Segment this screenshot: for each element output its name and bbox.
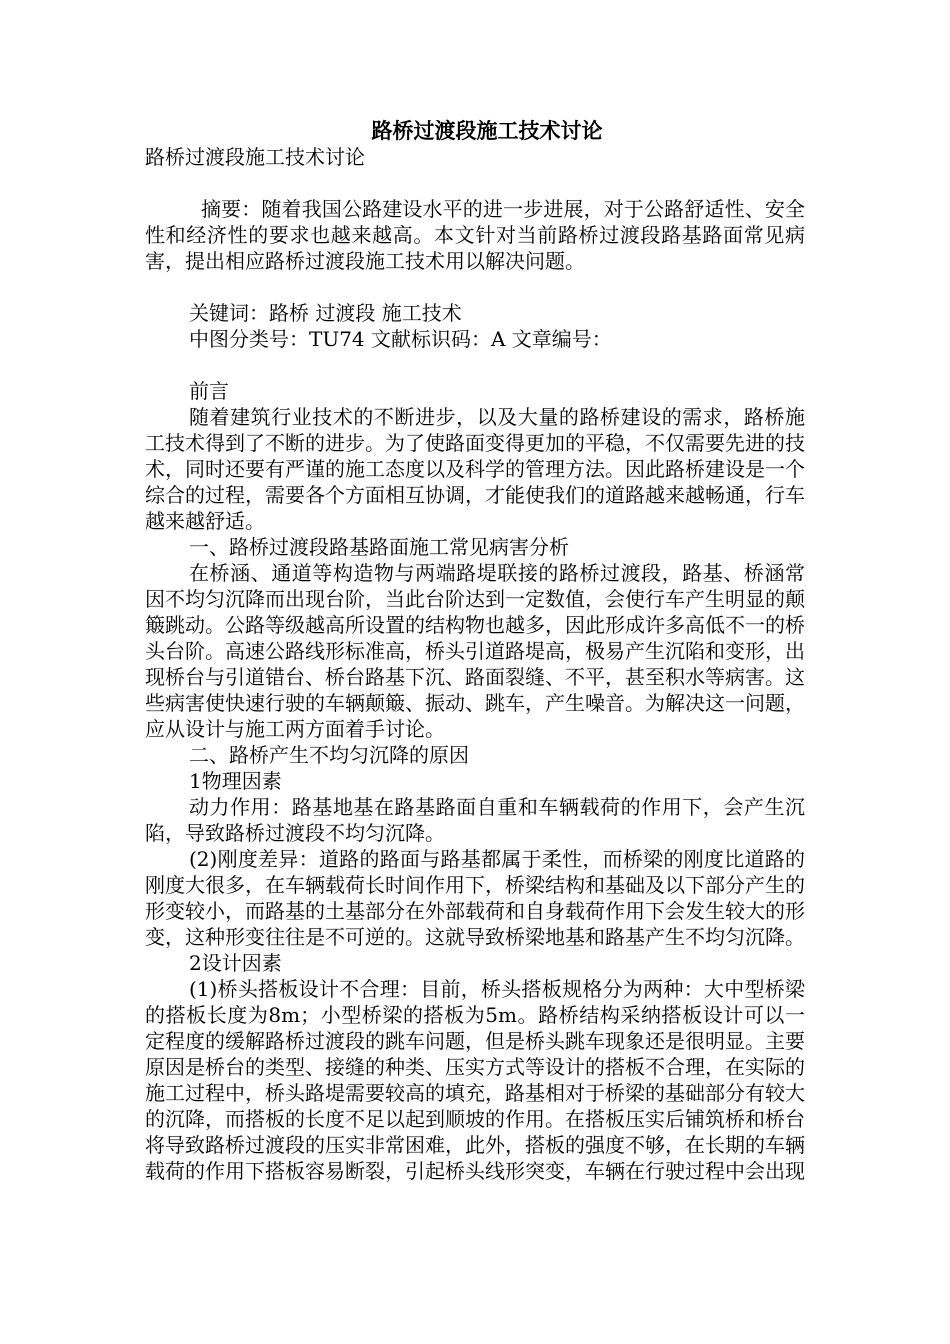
keywords-line: 关键词：路桥 过渡段 施工技术 bbox=[189, 301, 462, 325]
classification-line: 中图分类号：TU74 文献标识码：A 文章编号： bbox=[189, 327, 612, 351]
blank-line bbox=[145, 352, 805, 378]
section2-heading: 二、路桥产生不均匀沉降的原因 bbox=[189, 743, 469, 767]
abstract-paragraph: 摘要：随着我国公路建设水平的进一步进展，对于公路舒适性、安全性和经济性的要求也越来越高。本文针对当前路桥过渡段路基路面常见病害，提出相应路桥过渡段施工技术用以解决问题。 bbox=[145, 197, 805, 273]
preface-heading: 前言 bbox=[189, 379, 229, 403]
document-page bbox=[145, 118, 805, 1184]
section1-heading: 一、路桥过渡段路基路面施工常见病害分析 bbox=[189, 535, 569, 559]
subsection2-paragraph-1: (1)桥头搭板设计不合理：目前，桥头搭板规格分为两种：大中型桥梁的搭板长度为8m；小型桥梁的搭板为5m。路桥结构采纳搭板设计可以一定程度的缓解路桥过渡段的跳车问题，但是桥头跳车现象还是很明显。主要原因是桥台的类型、接缝的种类、压实方式等设计的搭板不合理，在实际的施工过程中，桥头路堤需要较高的填充，路基相对于桥梁的基础部分有较大的沉降，而搭板的长度不足以起到顺坡的作用。在搭板压实后铺筑桥和桥台将导致路桥过渡段的压实非常困难，此外，搭板的强度不够，在长期的车辆载荷的作用下搭板容易断裂，引起桥头线形突变，车辆在行驶过程中会出现 bbox=[145, 977, 805, 1183]
document-title: 路桥过渡段施工技术讨论 bbox=[371, 118, 603, 143]
subsection1-heading: 1物理因素 bbox=[189, 769, 282, 793]
preface-paragraph: 随着建筑行业技术的不断进步，以及大量的路桥建设的需求，路桥施工技术得到了不断的进步。为了使路面变得更加的平稳，不仅需要先进的技术，同时还要有严谨的施工态度以及科学的管理方法。因此路桥建设是一个综合的过程，需要各个方面相互协调，才能使我们的道路越来越畅通，行车越来越舒适。 bbox=[145, 405, 805, 533]
subsection1-paragraph-1: 动力作用：路基地基在路基路面自重和车辆载荷的作用下，会产生沉陷，导致路桥过渡段不均匀沉降。 bbox=[145, 795, 805, 845]
blank-line bbox=[145, 170, 805, 196]
subsection1-paragraph-2: (2)刚度差异：道路的路面与路基都属于柔性，而桥梁的刚度比道路的刚度大很多，在车辆载荷长时间作用下，桥梁结构和基础及以下部分产生的形变较小，而路基的土基部分在外部载荷和自身载荷作用下会发生较大的形变，这种形变往往是不可逆的。这就导致桥梁地基和路基产生不均匀沉降。 bbox=[145, 847, 805, 949]
document-subtitle: 路桥过渡段施工技术讨论 bbox=[145, 145, 365, 169]
blank-line bbox=[145, 274, 805, 300]
section1-paragraph: 在桥涵、通道等构造物与两端路堤联接的路桥过渡段，路基、桥涵常因不均匀沉降而出现台阶，当此台阶达到一定数值，会使行车产生明显的颠簸跳动。公路等级越高所设置的结构物也越多，因此形成许多高低不一的桥头台阶。高速公路线形标准高，桥头引道路堤高，极易产生沉陷和变形，出现桥台与引道错台、桥台路基下沉、路面裂缝、不平，甚至积水等病害。这些病害使快速行驶的车辆颠簸、振动、跳车，产生噪音。为解决这一问题，应从设计与施工两方面着手讨论。 bbox=[145, 561, 805, 741]
subsection2-heading: 2设计因素 bbox=[189, 951, 282, 975]
